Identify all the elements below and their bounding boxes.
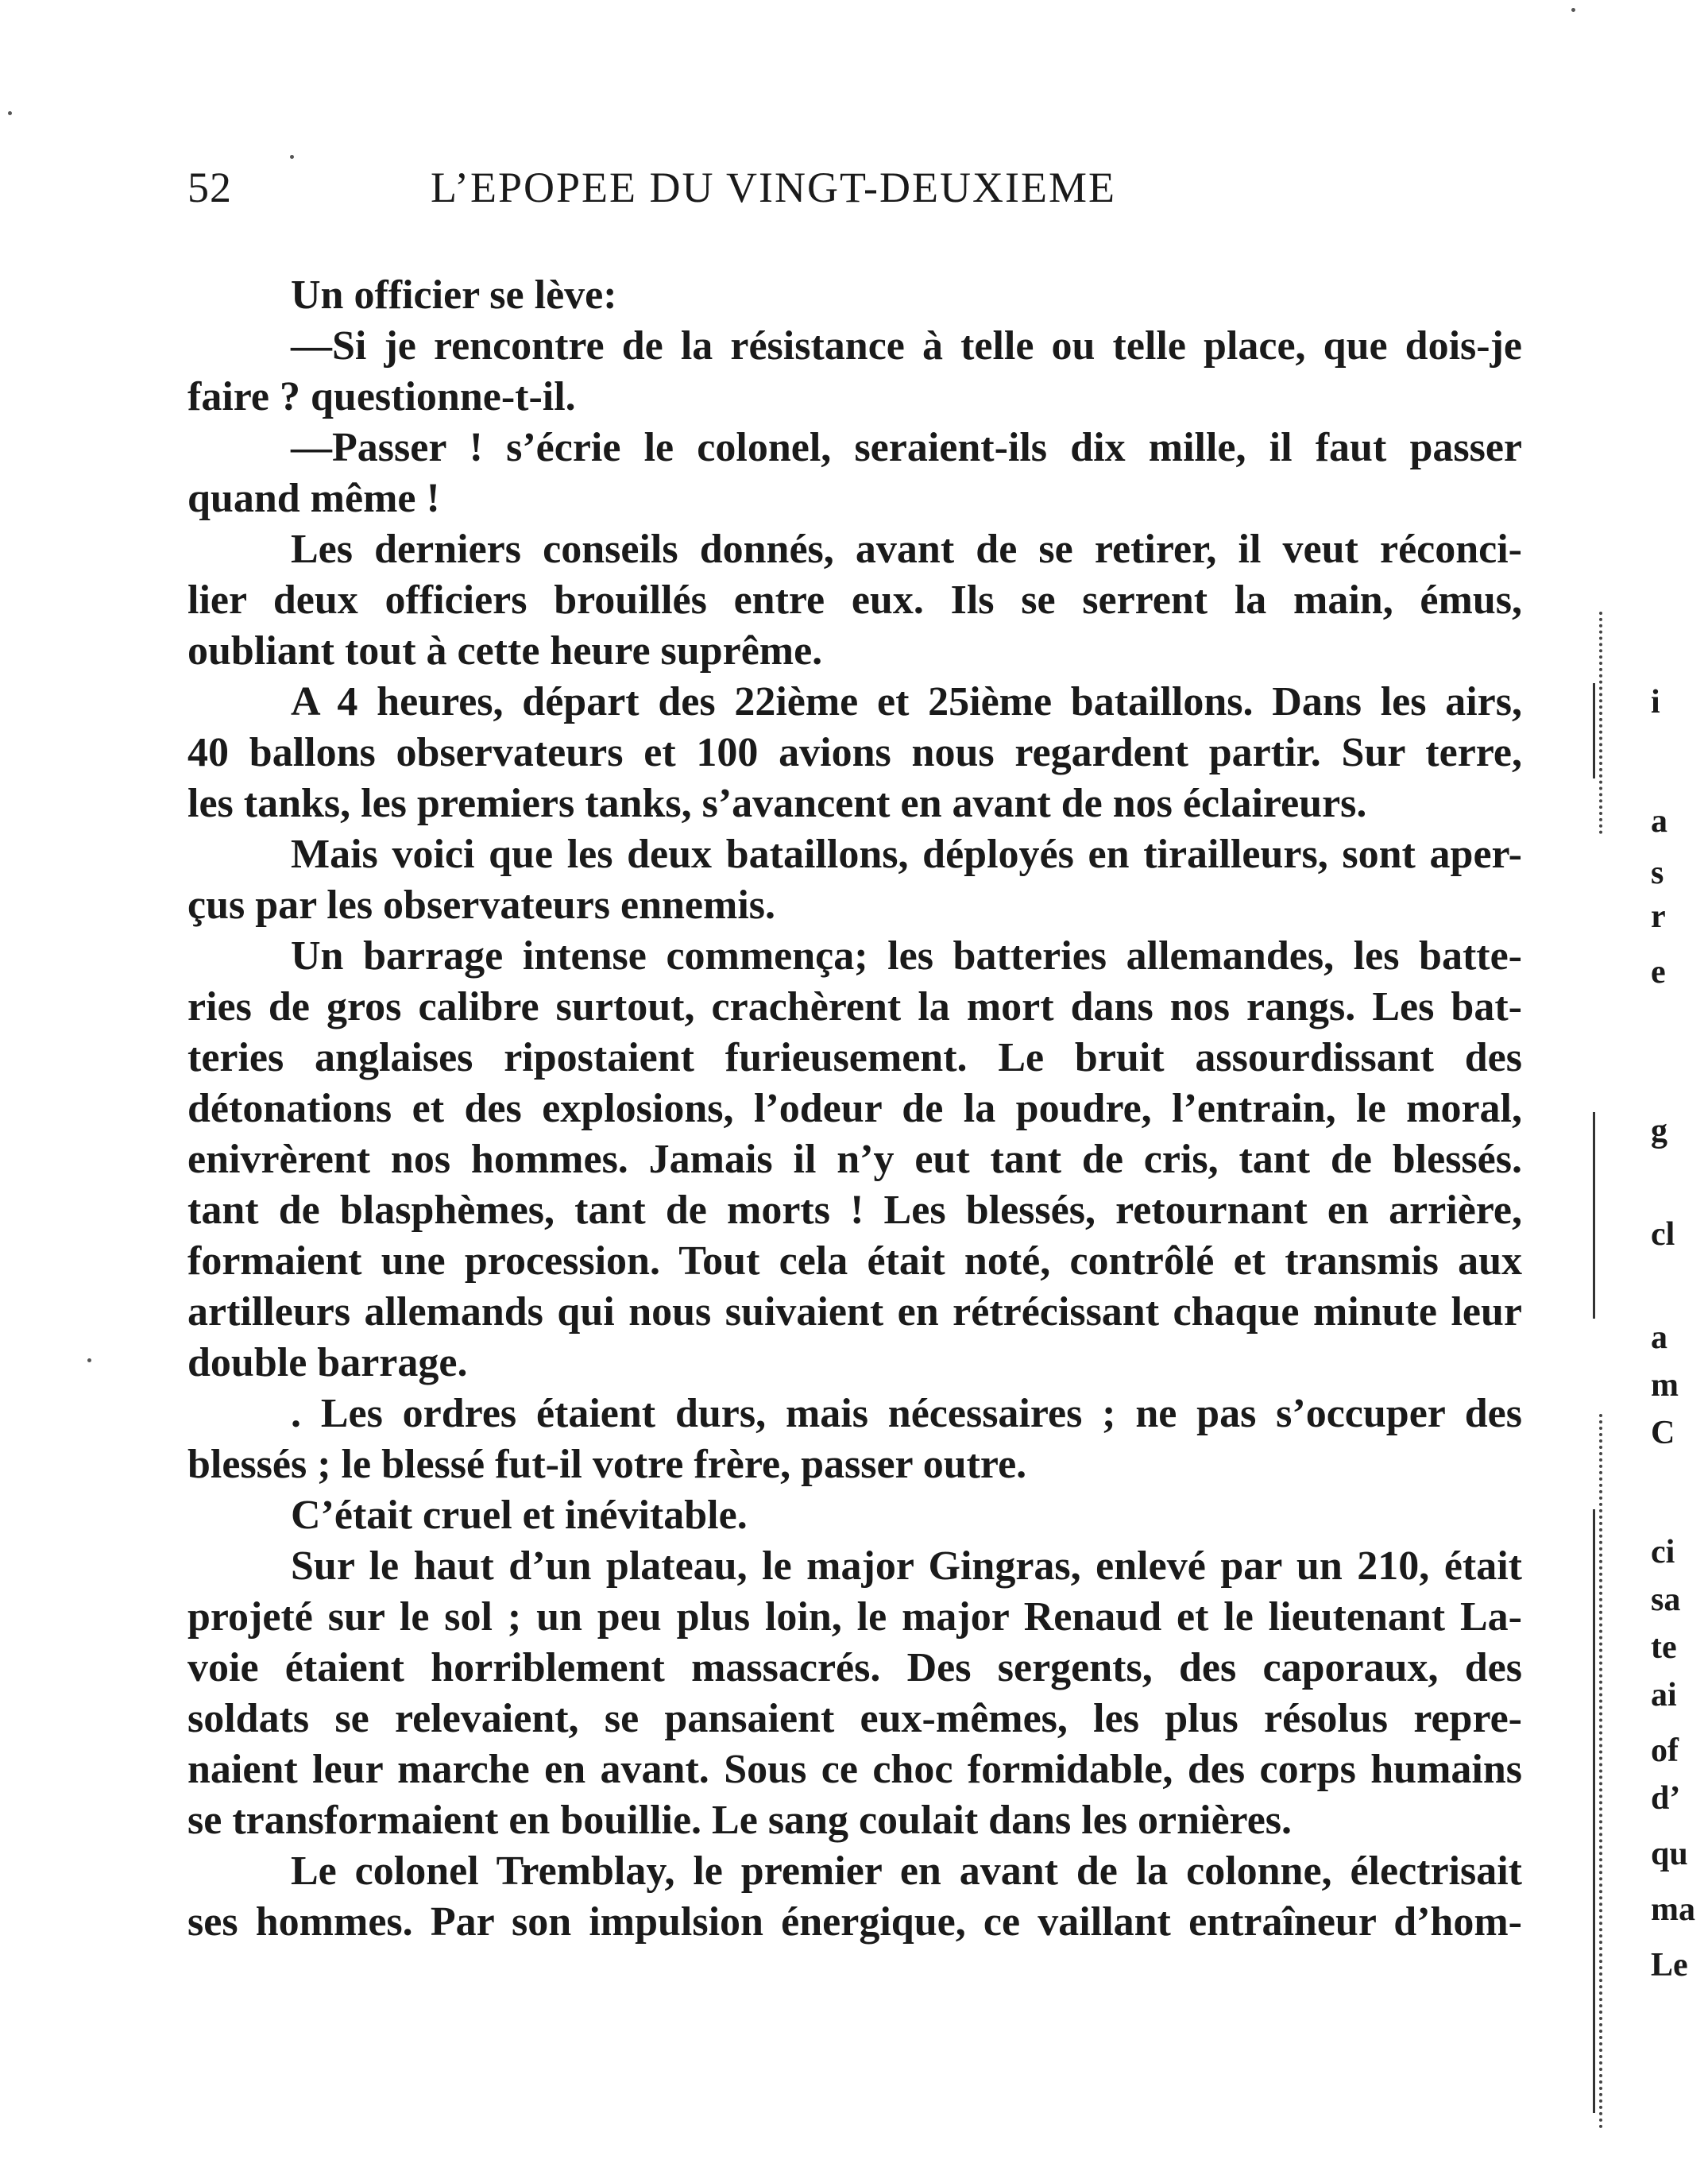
- page-header: [187, 163, 1324, 218]
- scan-speck: [8, 111, 12, 115]
- scan-artifact-dots: [1599, 1414, 1607, 2129]
- text-line: projeté sur le sol ; un peu plus loin, le major Renaud et le lieutenant La-: [187, 1594, 1522, 1640]
- margin-fragment: te: [1651, 1629, 1677, 1666]
- margin-fragment: Le: [1651, 1947, 1688, 1984]
- body-text: [187, 270, 1522, 1948]
- text-line: quand même !: [187, 476, 440, 521]
- running-title: L’EPOPEE DU VINGT-DEUXIEME: [431, 164, 1116, 211]
- text-line: çus par les observateurs ennemis.: [187, 883, 776, 928]
- text-line: voie étaient horriblement massacrés. Des sergents, des caporaux, des: [187, 1645, 1522, 1690]
- text-line: les tanks, les premiers tanks, s’avancent en avant de nos éclaireurs.: [187, 781, 1367, 826]
- text-line: C’était cruel et inévitable.: [291, 1493, 748, 1538]
- text-line: teries anglaises ripostaient furieusement. Le bruit assourdissant des: [187, 1035, 1522, 1080]
- margin-fragment: g: [1651, 1113, 1667, 1149]
- scan-artifact-line: [1593, 1509, 1595, 2113]
- margin-fragment: m: [1651, 1367, 1679, 1404]
- text-line: naient leur marche en avant. Sous ce choc formidable, des corps humains: [187, 1747, 1522, 1792]
- text-line: faire ? questionne-t-il.: [187, 374, 576, 419]
- margin-fragment: a: [1651, 1319, 1667, 1356]
- text-line: Le colonel Tremblay, le premier en avant de la colonne, électrisait: [291, 1848, 1522, 1894]
- text-line: lier deux officiers brouillés entre eux. Ils se serrent la main, émus,: [187, 577, 1522, 623]
- margin-fragment: i: [1651, 684, 1660, 720]
- text-line: blessés ; le blessé fut-il votre frère, passer outre.: [187, 1442, 1027, 1487]
- text-line: Un barrage intense commença; les batteries allemandes, les batte-: [291, 933, 1522, 979]
- text-line: détonations et des explosions, l’odeur de la poudre, l’entrain, le moral,: [187, 1086, 1522, 1131]
- text-line: A 4 heures, départ des 22ième et 25ième bataillons. Dans les airs,: [291, 679, 1522, 724]
- scan-artifact-line: [1593, 683, 1595, 778]
- margin-fragment: r: [1651, 898, 1666, 935]
- margin-fragment: e: [1651, 954, 1666, 991]
- text-line: —Si je rencontre de la résistance à telle ou telle place, que dois-je: [291, 323, 1522, 369]
- margin-fragment: of: [1651, 1732, 1679, 1769]
- text-line: Sur le haut d’un plateau, le major Gingras, enlevé par un 210, était: [291, 1543, 1522, 1589]
- text-line: se transformaient en bouillie. Le sang coulait dans les ornières.: [187, 1798, 1293, 1843]
- text-line: Les derniers conseils donnés, avant de se retirer, il veut réconci-: [291, 527, 1522, 572]
- margin-fragment: cl: [1651, 1216, 1675, 1253]
- scan-speck: [290, 155, 294, 159]
- text-line: tant de blasphèmes, tant de morts ! Les blessés, retournant en arrière,: [187, 1188, 1522, 1233]
- text-line: 40 ballons observateurs et 100 avions nous regardent partir. Sur terre,: [187, 730, 1522, 775]
- margin-fragment: sa: [1651, 1582, 1681, 1618]
- margin-fragment: ai: [1651, 1677, 1677, 1713]
- text-line: enivrèrent nos hommes. Jamais il n’y eut tant de cris, tant de blessés.: [187, 1137, 1522, 1182]
- scan-artifact-line: [1593, 1112, 1595, 1319]
- text-line: —Passer ! s’écrie le colonel, seraient-ils dix mille, il faut passer: [291, 425, 1522, 470]
- margin-fragment: C: [1651, 1415, 1675, 1451]
- text-line: soldats se relevaient, se pansaient eux-mêmes, les plus résolus repre-: [187, 1696, 1522, 1741]
- margin-fragment: ma: [1651, 1891, 1695, 1928]
- scan-artifact-dots: [1599, 612, 1607, 834]
- text-line: ries de gros calibre surtout, crachèrent la mort dans nos rangs. Les bat-: [187, 984, 1522, 1029]
- margin-fragment: a: [1651, 803, 1667, 840]
- text-line: oubliant tout à cette heure suprême.: [187, 628, 823, 674]
- margin-fragment: s: [1651, 855, 1664, 891]
- scan-speck: [87, 1358, 91, 1362]
- text-line: double barrage.: [187, 1340, 468, 1385]
- text-line: artilleurs allemands qui nous suivaient en rétrécissant chaque minute leur: [187, 1289, 1522, 1335]
- text-line: Mais voici que les deux bataillons, déployés en tirailleurs, sont aper-: [291, 832, 1522, 877]
- margin-fragment: qu: [1651, 1836, 1688, 1872]
- text-line: formaient une procession. Tout cela était noté, contrôlé et transmis aux: [187, 1238, 1522, 1284]
- text-line: ses hommes. Par son impulsion énergique, ce vaillant entraîneur d’hom-: [187, 1899, 1522, 1945]
- page-number: 52: [187, 164, 232, 211]
- scan-speck: [1571, 8, 1575, 12]
- margin-fragment: d’: [1651, 1780, 1681, 1817]
- text-line: . Les ordres étaient durs, mais nécessaires ; ne pas s’occuper des: [291, 1391, 1522, 1436]
- margin-fragment: ci: [1651, 1534, 1675, 1570]
- text-line: Un officier se lève:: [291, 272, 617, 318]
